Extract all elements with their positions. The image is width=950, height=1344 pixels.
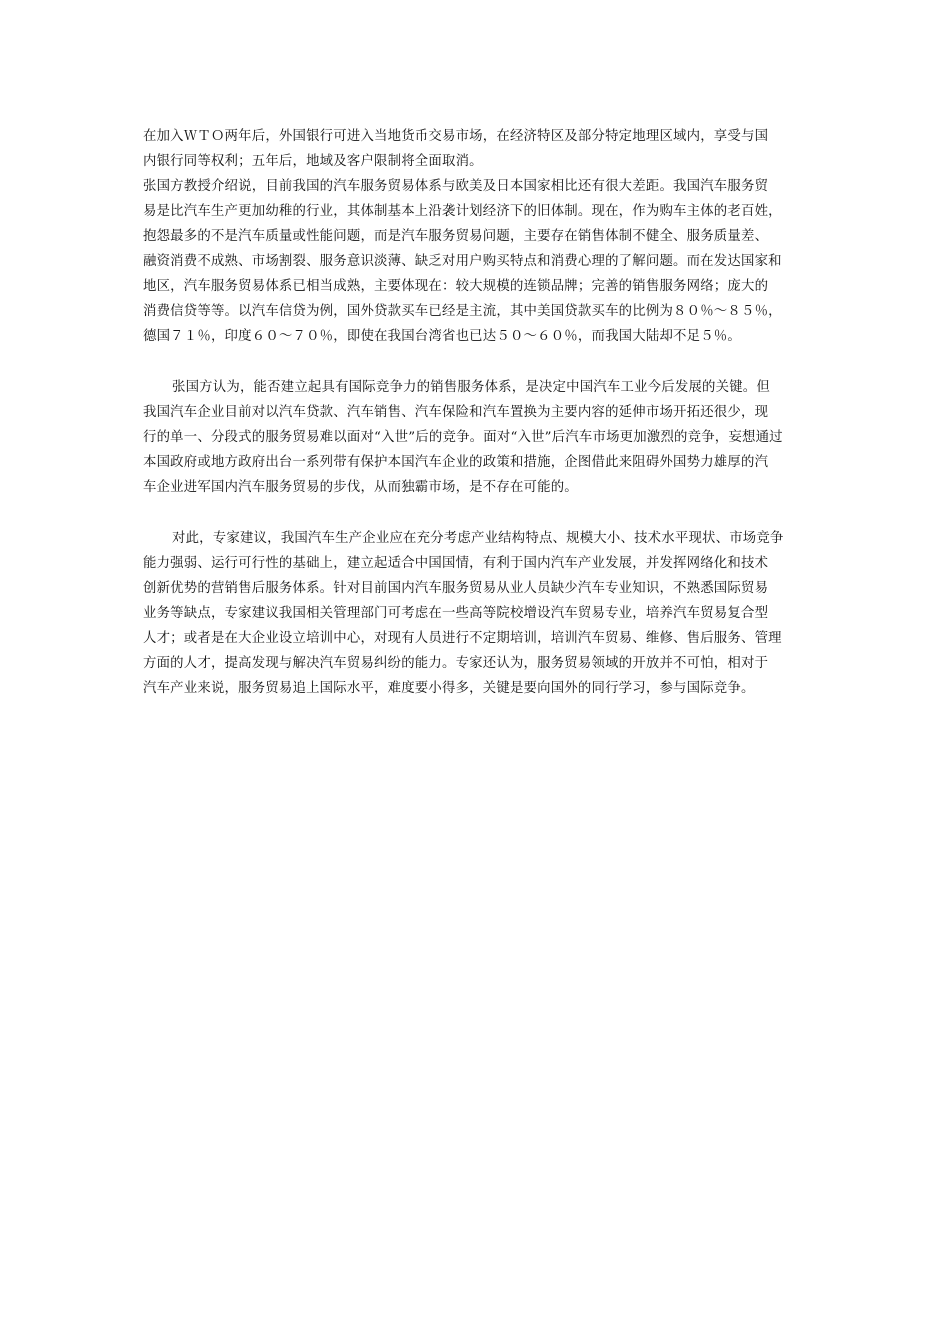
paragraph-wto-banking	[143, 124, 813, 174]
text-line: 创新优势的营销售后服务体系。针对目前国内汽车服务贸易从业人员缺少汽车专业知识，不熟悉国际贸易	[143, 581, 769, 596]
text-line: 抱怨最多的不是汽车质量或性能问题，而是汽车服务贸易问题，主要存在销售体制不健全、服务质量差、	[143, 229, 769, 244]
text-line: 内银行同等权利；五年后，地域及客户限制将全面取消。	[143, 154, 483, 169]
text-line: 对此，专家建议，我国汽车生产企业应在充分考虑产业结构特点、规模大小、技术水平现状、市场竞争	[172, 531, 784, 546]
text-line: 我国汽车企业目前对以汽车贷款、汽车销售、汽车保险和汽车置换为主要内容的延伸市场开拓还很少，现	[143, 405, 769, 420]
document-page	[143, 124, 813, 701]
text-line: 业务等缺点，专家建议我国相关管理部门可考虑在一些高等院校增设汽车贸易专业，培养汽车贸易复合型	[143, 606, 769, 621]
text-line: 融资消费不成熟、市场割裂、服务意识淡薄、缺乏对用户购买特点和消费心理的了解问题。而在发达国家和	[143, 254, 782, 269]
text-line: 能力强弱、运行可行性的基础上，建立起适合中国国情，有利于国内汽车产业发展，并发挥网络化和技术	[143, 556, 769, 571]
text-line: 车企业进军国内汽车服务贸易的步伐，从而独霸市场，是不存在可能的。	[143, 480, 578, 495]
text-line: 本国政府或地方政府出台一系列带有保护本国汽车企业的政策和措施，企图借此来阻碍外国势力雄厚的汽	[143, 455, 769, 470]
paragraph-sales-system	[143, 375, 813, 500]
text-line: 地区，汽车服务贸易体系已相当成熟，主要体现在：较大规模的连锁品牌；完善的销售服务网络；庞大的	[143, 279, 769, 294]
text-line: 张国方教授介绍说，目前我国的汽车服务贸易体系与欧美及日本国家相比还有很大差距。我国汽车服务贸	[143, 179, 769, 194]
text-line: 人才；或者是在大企业设立培训中心，对现有人员进行不定期培训，培训汽车贸易、维修、售后服务、管理	[143, 631, 782, 646]
text-line: 汽车产业来说，服务贸易追上国际水平，难度要小得多，关键是要向国外的同行学习，参与国际竞争。	[143, 681, 755, 696]
paragraph-gap	[143, 500, 813, 526]
text-line: 消费信贷等等。以汽车信贷为例，国外贷款买车已经是主流，其中美国贷款买车的比例为８０％～８５％，	[143, 304, 782, 319]
text-line: 易是比汽车生产更加幼稚的行业，其体制基本上沿袭计划经济下的旧体制。现在，作为购车主体的老百姓，	[143, 204, 782, 219]
text-line: 德国７１％，印度６０～７０％，即使在我国台湾省也已达５０～６０％，而我国大陆却不足５％。	[143, 329, 741, 344]
paragraph-expert-advice	[143, 526, 813, 701]
text-line: 行的单一、分段式的服务贸易难以面对“入世”后的竞争。面对“入世”后汽车市场更加激烈的竞争，妄想通过	[143, 430, 783, 445]
text-line: 方面的人才，提高发现与解决汽车贸易纠纷的能力。专家还认为，服务贸易领域的开放并不可怕，相对于	[143, 656, 769, 671]
paragraph-service-trade-gap	[143, 174, 813, 349]
paragraph-gap	[143, 349, 813, 375]
text-line: 张国方认为，能否建立起具有国际竞争力的销售服务体系，是决定中国汽车工业今后发展的关键。但	[172, 380, 770, 395]
text-line: 在加入ＷＴＯ两年后，外国银行可进入当地货币交易市场，在经济特区及部分特定地理区域内，享受与国	[143, 129, 769, 144]
